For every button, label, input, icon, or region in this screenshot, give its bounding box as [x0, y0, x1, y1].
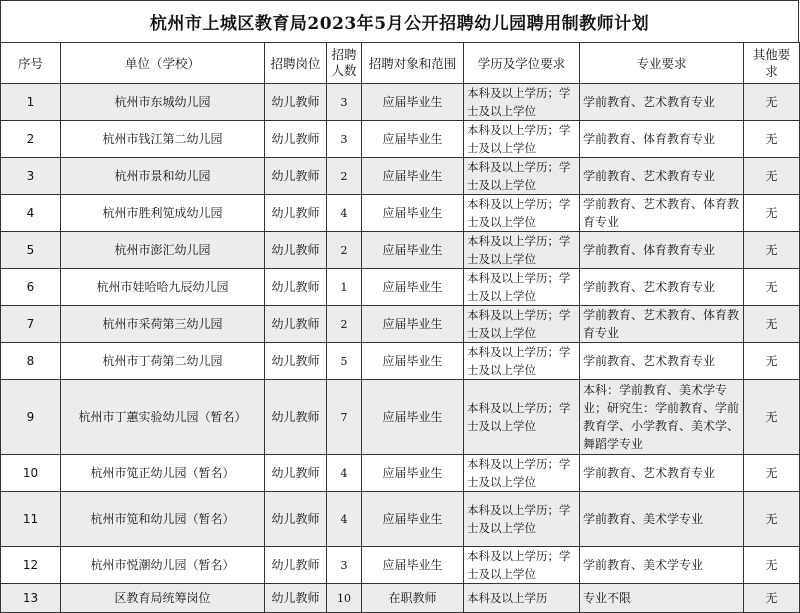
- cell-post: 幼儿教师: [265, 232, 327, 269]
- cell-major: 本科：学前教育、美术学专业；研究生：学前教育、学前教育学、小学教育、美术学、舞蹈学专业: [580, 380, 744, 455]
- cell-post: 幼儿教师: [265, 455, 327, 492]
- table-row: [1, 492, 800, 547]
- cell-major: 学前教育、艺术教育专业: [580, 269, 744, 306]
- cell-target: 应届毕业生: [362, 380, 464, 455]
- cell-other: 无: [744, 455, 800, 492]
- cell-other: 无: [744, 584, 800, 613]
- cell-other: 无: [744, 269, 800, 306]
- cell-target: 应届毕业生: [362, 84, 464, 121]
- cell-post: 幼儿教师: [265, 380, 327, 455]
- cell-post: 幼儿教师: [265, 158, 327, 195]
- cell-target: 应届毕业生: [362, 492, 464, 547]
- cell-target: 应届毕业生: [362, 306, 464, 343]
- cell-no: 10: [1, 455, 61, 492]
- header-target: 招聘对象和范围: [362, 43, 464, 84]
- cell-target: 应届毕业生: [362, 343, 464, 380]
- header-count: 招聘人数: [327, 43, 362, 84]
- cell-major: 学前教育、艺术教育、体育教育专业: [580, 195, 744, 232]
- cell-count: 4: [327, 195, 362, 232]
- cell-other: 无: [744, 195, 800, 232]
- cell-unit: 杭州市娃哈哈九辰幼儿园: [61, 269, 265, 306]
- cell-major: 学前教育、艺术教育专业: [580, 343, 744, 380]
- cell-edu: 本科及以上学历；学士及以上学位: [464, 380, 580, 455]
- cell-no: 3: [1, 158, 61, 195]
- cell-edu: 本科及以上学历；学士及以上学位: [464, 121, 580, 158]
- cell-major: 学前教育、艺术教育专业: [580, 158, 744, 195]
- cell-edu: 本科及以上学历；学士及以上学位: [464, 158, 580, 195]
- cell-edu: 本科及以上学历: [464, 584, 580, 613]
- cell-major: 学前教育、艺术教育、体育教育专业: [580, 306, 744, 343]
- cell-no: 4: [1, 195, 61, 232]
- cell-edu: 本科及以上学历；学士及以上学位: [464, 455, 580, 492]
- cell-count: 2: [327, 306, 362, 343]
- cell-target: 应届毕业生: [362, 547, 464, 584]
- recruitment-table: [0, 42, 800, 613]
- cell-other: 无: [744, 547, 800, 584]
- cell-no: 13: [1, 584, 61, 613]
- table-row: [1, 84, 800, 121]
- table-row: [1, 306, 800, 343]
- document-title: 杭州市上城区教育局2023年5月公开招聘幼儿园聘用制教师计划: [0, 0, 799, 42]
- cell-post: 幼儿教师: [265, 492, 327, 547]
- table-row: [1, 269, 800, 306]
- cell-other: 无: [744, 380, 800, 455]
- cell-unit: 杭州市采荷第三幼儿园: [61, 306, 265, 343]
- cell-target: 应届毕业生: [362, 269, 464, 306]
- cell-unit: 杭州市东城幼儿园: [61, 84, 265, 121]
- cell-no: 6: [1, 269, 61, 306]
- table-row: [1, 547, 800, 584]
- cell-count: 4: [327, 455, 362, 492]
- header-post: 招聘岗位: [265, 43, 327, 84]
- cell-other: 无: [744, 306, 800, 343]
- cell-unit: 区教育局统筹岗位: [61, 584, 265, 613]
- cell-no: 7: [1, 306, 61, 343]
- cell-count: 7: [327, 380, 362, 455]
- cell-major: 学前教育、艺术教育专业: [580, 455, 744, 492]
- cell-count: 3: [327, 547, 362, 584]
- cell-count: 10: [327, 584, 362, 613]
- cell-no: 9: [1, 380, 61, 455]
- table-row: [1, 343, 800, 380]
- cell-major: 学前教育、美术学专业: [580, 492, 744, 547]
- cell-no: 11: [1, 492, 61, 547]
- table-row: [1, 195, 800, 232]
- cell-post: 幼儿教师: [265, 343, 327, 380]
- cell-edu: 本科及以上学历；学士及以上学位: [464, 306, 580, 343]
- table-row: [1, 584, 800, 613]
- cell-no: 12: [1, 547, 61, 584]
- cell-no: 8: [1, 343, 61, 380]
- header-other: 其他要求: [744, 43, 800, 84]
- cell-count: 2: [327, 158, 362, 195]
- header-major: 专业要求: [580, 43, 744, 84]
- cell-edu: 本科及以上学历；学士及以上学位: [464, 232, 580, 269]
- cell-other: 无: [744, 343, 800, 380]
- cell-count: 4: [327, 492, 362, 547]
- cell-unit: 杭州市澎汇幼儿园: [61, 232, 265, 269]
- cell-major: 学前教育、艺术教育专业: [580, 84, 744, 121]
- cell-no: 2: [1, 121, 61, 158]
- cell-other: 无: [744, 232, 800, 269]
- cell-other: 无: [744, 158, 800, 195]
- cell-unit: 杭州市丁蕙实验幼儿园（暂名）: [61, 380, 265, 455]
- table-row: [1, 380, 800, 455]
- cell-other: 无: [744, 121, 800, 158]
- cell-target: 在职教师: [362, 584, 464, 613]
- cell-no: 5: [1, 232, 61, 269]
- cell-major: 学前教育、体育教育专业: [580, 232, 744, 269]
- cell-unit: 杭州市钱江第二幼儿园: [61, 121, 265, 158]
- cell-unit: 杭州市景和幼儿园: [61, 158, 265, 195]
- cell-major: 学前教育、体育教育专业: [580, 121, 744, 158]
- header-row: [1, 43, 800, 84]
- cell-count: 2: [327, 232, 362, 269]
- cell-post: 幼儿教师: [265, 306, 327, 343]
- cell-unit: 杭州市笕和幼儿园（暂名）: [61, 492, 265, 547]
- cell-edu: 本科及以上学历；学士及以上学位: [464, 269, 580, 306]
- cell-edu: 本科及以上学历；学士及以上学位: [464, 84, 580, 121]
- cell-no: 1: [1, 84, 61, 121]
- cell-target: 应届毕业生: [362, 121, 464, 158]
- cell-edu: 本科及以上学历；学士及以上学位: [464, 547, 580, 584]
- cell-other: 无: [744, 492, 800, 547]
- cell-target: 应届毕业生: [362, 158, 464, 195]
- cell-major: 学前教育、美术学专业: [580, 547, 744, 584]
- cell-unit: 杭州市悦潮幼儿园（暂名）: [61, 547, 265, 584]
- header-edu: 学历及学位要求: [464, 43, 580, 84]
- cell-target: 应届毕业生: [362, 195, 464, 232]
- cell-post: 幼儿教师: [265, 121, 327, 158]
- cell-edu: 本科及以上学历；学士及以上学位: [464, 343, 580, 380]
- table-row: [1, 232, 800, 269]
- cell-count: 1: [327, 269, 362, 306]
- cell-count: 3: [327, 121, 362, 158]
- cell-edu: 本科及以上学历；学士及以上学位: [464, 492, 580, 547]
- cell-edu: 本科及以上学历；学士及以上学位: [464, 195, 580, 232]
- cell-count: 3: [327, 84, 362, 121]
- table-row: [1, 455, 800, 492]
- cell-post: 幼儿教师: [265, 195, 327, 232]
- table-row: [1, 121, 800, 158]
- cell-post: 幼儿教师: [265, 547, 327, 584]
- table-row: [1, 158, 800, 195]
- cell-target: 应届毕业生: [362, 232, 464, 269]
- cell-unit: 杭州市丁荷第二幼儿园: [61, 343, 265, 380]
- header-unit: 单位（学校）: [61, 43, 265, 84]
- cell-major: 专业不限: [580, 584, 744, 613]
- cell-post: 幼儿教师: [265, 584, 327, 613]
- cell-post: 幼儿教师: [265, 269, 327, 306]
- cell-unit: 杭州市胜利笕成幼儿园: [61, 195, 265, 232]
- cell-target: 应届毕业生: [362, 455, 464, 492]
- cell-unit: 杭州市笕正幼儿园（暂名）: [61, 455, 265, 492]
- cell-post: 幼儿教师: [265, 84, 327, 121]
- cell-count: 5: [327, 343, 362, 380]
- header-no: 序号: [1, 43, 61, 84]
- cell-other: 无: [744, 84, 800, 121]
